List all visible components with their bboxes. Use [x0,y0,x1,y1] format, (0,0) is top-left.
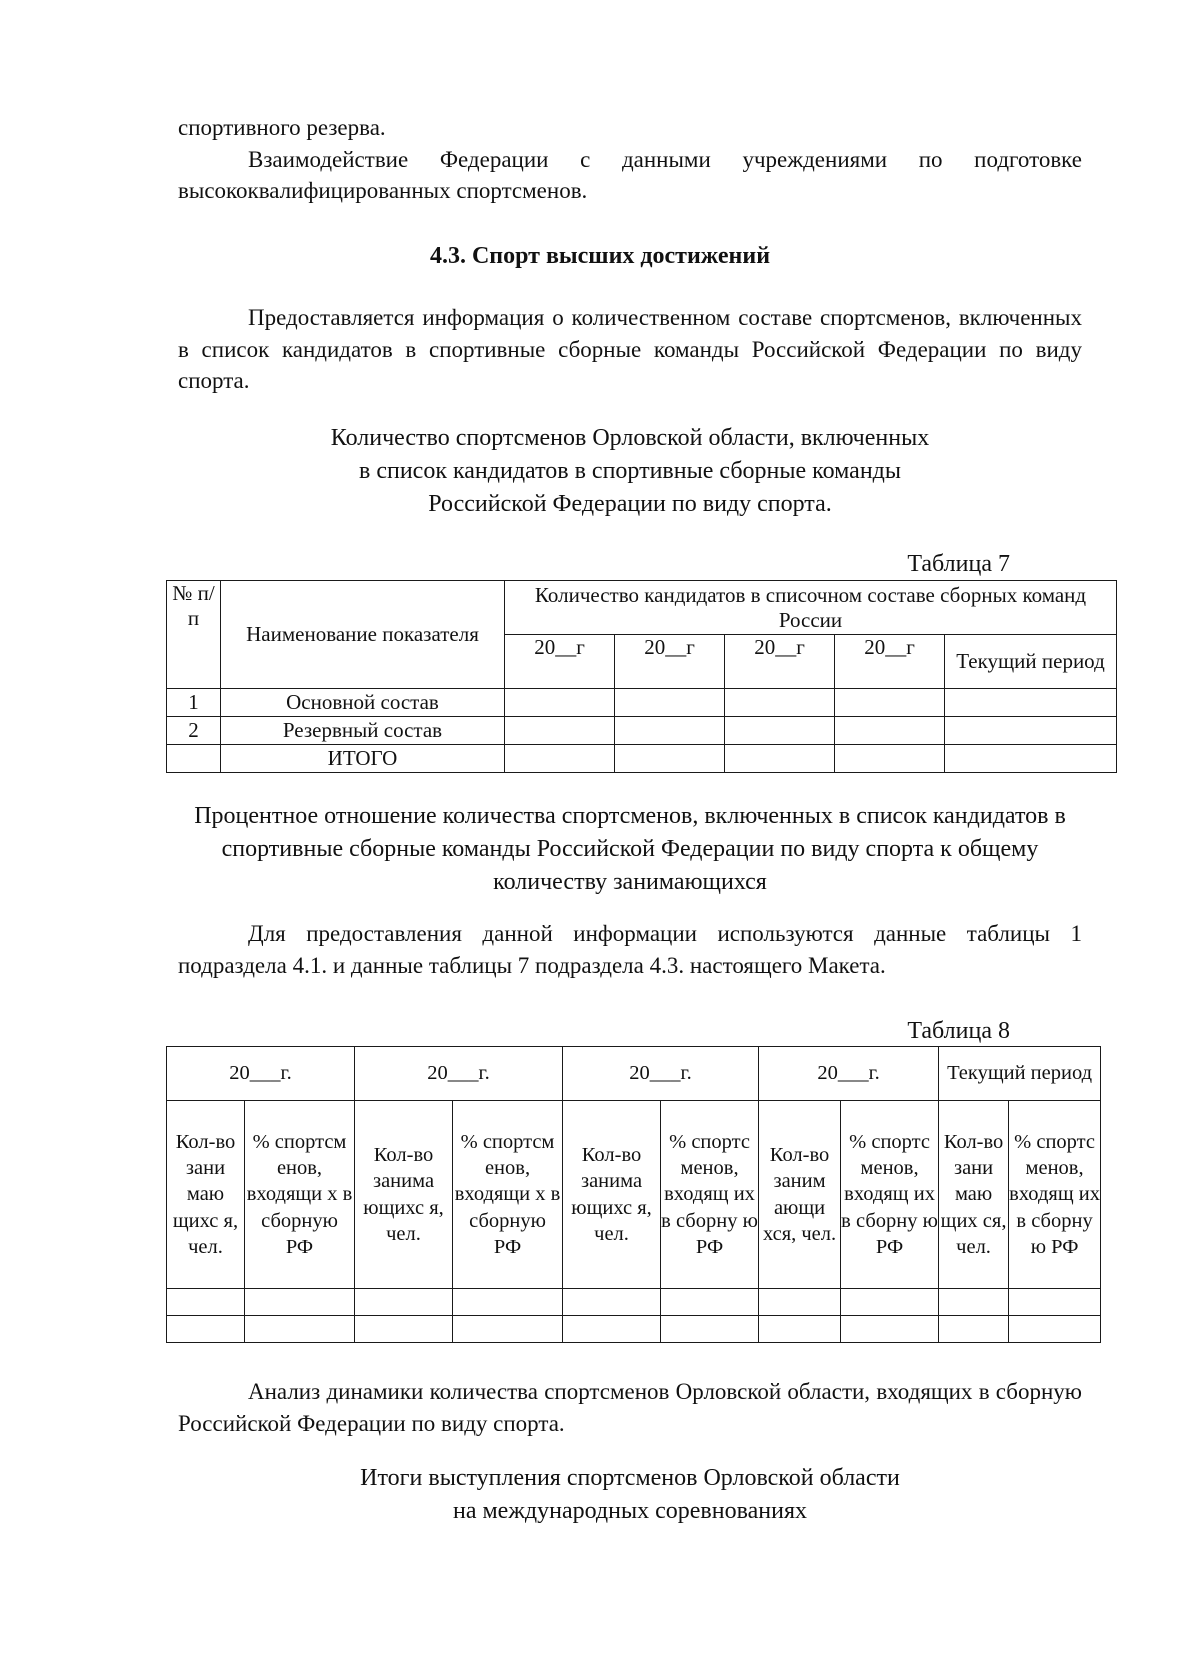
table8-subheader: % спортс менов, входящ их в сборну ю РФ [661,1101,759,1289]
percent-title: Процентное отношение количества спортсменов, включенных в список кандидатов в спортивные сборные команды Российской Федерации по виду спорта к общему количеству занимающихся [194,803,1066,896]
table8-subheader: % спортс менов, входящ их в сборну ю РФ [841,1101,939,1289]
intro [178,112,1082,207]
table8-cell [453,1316,563,1343]
table7-year: 20__г [615,635,725,689]
table7-caption: Таблица 7 [907,551,1010,577]
table8-year-header: 20___г. [563,1047,759,1101]
table8-cell [939,1316,1009,1343]
table7-year: 20__г [505,635,615,689]
analysis-paragraph-wrap [178,1376,1082,1439]
table7-cell [725,745,835,773]
table7-cell [505,689,615,717]
table-7 [166,580,1117,773]
table8-cell [661,1316,759,1343]
table7-cell [835,717,945,745]
table7-year: 20__г [725,635,835,689]
table8-subheader: % спортсм енов, входящи х в сборную РФ [453,1101,563,1289]
table-8 [166,1046,1101,1343]
table7-year: 20__г [835,635,945,689]
table8-cell [841,1289,939,1316]
results-title [0,1462,1200,1528]
analysis-paragraph: Анализ динамики количества спортсменов Орловской области, входящих в сборную Российской Федерации по виду спорта. [178,1379,1082,1436]
table7-cell [835,745,945,773]
table7-row-name: Основной состав [221,689,505,717]
table8-cell [355,1289,453,1316]
results-title-line: на международных соревнованиях [453,1498,807,1525]
table8-cell [245,1289,355,1316]
section-heading: 4.3. Спорт высших достижений [429,243,771,269]
table7-cell [505,717,615,745]
table8-subheader: Кол-во занима ющихс я, чел. [563,1101,661,1289]
results-title-line: Итоги выступления спортсменов Орловской области [360,1465,900,1491]
table8-cell [167,1289,245,1316]
table8-cell [759,1316,841,1343]
table7-title [0,422,1200,521]
table7-group-header: Количество кандидатов в списочном составе сборных команд России [505,581,1117,635]
table8-current-header: Текущий период [939,1047,1101,1101]
percent-paragraph-wrap [178,918,1082,981]
table8-cell [167,1316,245,1343]
table7-cell [725,717,835,745]
section-paragraph-wrap [178,302,1082,397]
table7-cell [945,745,1117,773]
table8-cell [939,1289,1009,1316]
table8-cell [563,1289,661,1316]
table8-cell [661,1289,759,1316]
table8-cell [759,1289,841,1316]
table8-subheader: % спортсм енов, входящи х в сборную РФ [245,1101,355,1289]
table7-cell [615,717,725,745]
table8-subheader: Кол-во занима ющихс я, чел. [355,1101,453,1289]
table7-col-name: Наименование показателя [221,581,505,689]
intro-line: спортивного резерва. [178,115,386,140]
table7-cell [835,689,945,717]
table8-subheader: Кол-во заним ающи хся, чел. [759,1101,841,1289]
table7-current: Текущий период [945,635,1117,689]
table8-cell [453,1289,563,1316]
table7-cell [505,745,615,773]
table8-year-header: 20___г. [167,1047,355,1101]
percent-paragraph: Для предоставления данной информации используются данные таблицы 1 подраздела 4.1. и данные таблицы 7 подраздела 4.3. настоящего Макета. [178,921,1082,978]
table8-subheader: Кол-во зани маю щихс я, чел. [167,1101,245,1289]
table7-title-line: Российской Федерации по виду спорта. [428,491,832,518]
table7-col-num: № п/п [167,581,221,689]
table8-cell [245,1316,355,1343]
table8-year-header: 20___г. [759,1047,939,1101]
table7-row-num: 1 [167,689,221,717]
table8-cell [355,1316,453,1343]
table7-cell [615,689,725,717]
table8-cell [1009,1289,1101,1316]
table8-year-header: 20___г. [355,1047,563,1101]
table8-cell [841,1316,939,1343]
table7-title-line: Количество спортсменов Орловской области, включенных [330,425,930,451]
table7-row-num [167,745,221,773]
table7-cell [725,689,835,717]
table8-caption: Таблица 8 [907,1018,1010,1044]
table8-cell [563,1316,661,1343]
section-paragraph: Предоставляется информация о количественном составе спортсменов, включенных в список кандидатов в спортивные сборные команды Российской Федерации по виду спорта. [178,305,1082,394]
table8-subheader: Кол-во зани маю щих ся, чел. [939,1101,1009,1289]
table7-title-line: в список кандидатов в спортивные сборные команды [359,458,901,485]
table7-cell [945,717,1117,745]
table8-subheader: % спортс менов, входящ их в сборну ю РФ [1009,1101,1101,1289]
table7-row-name: ИТОГО [221,745,505,773]
intro-paragraph: Взаимодействие Федерации с данными учреждениями по подготовке высококвалифицированных спортсменов. [178,146,1082,204]
table8-cell [1009,1316,1101,1343]
table7-cell [615,745,725,773]
table7-row-name: Резервный состав [221,717,505,745]
table7-row-num: 2 [167,717,221,745]
table7-cell [945,689,1117,717]
